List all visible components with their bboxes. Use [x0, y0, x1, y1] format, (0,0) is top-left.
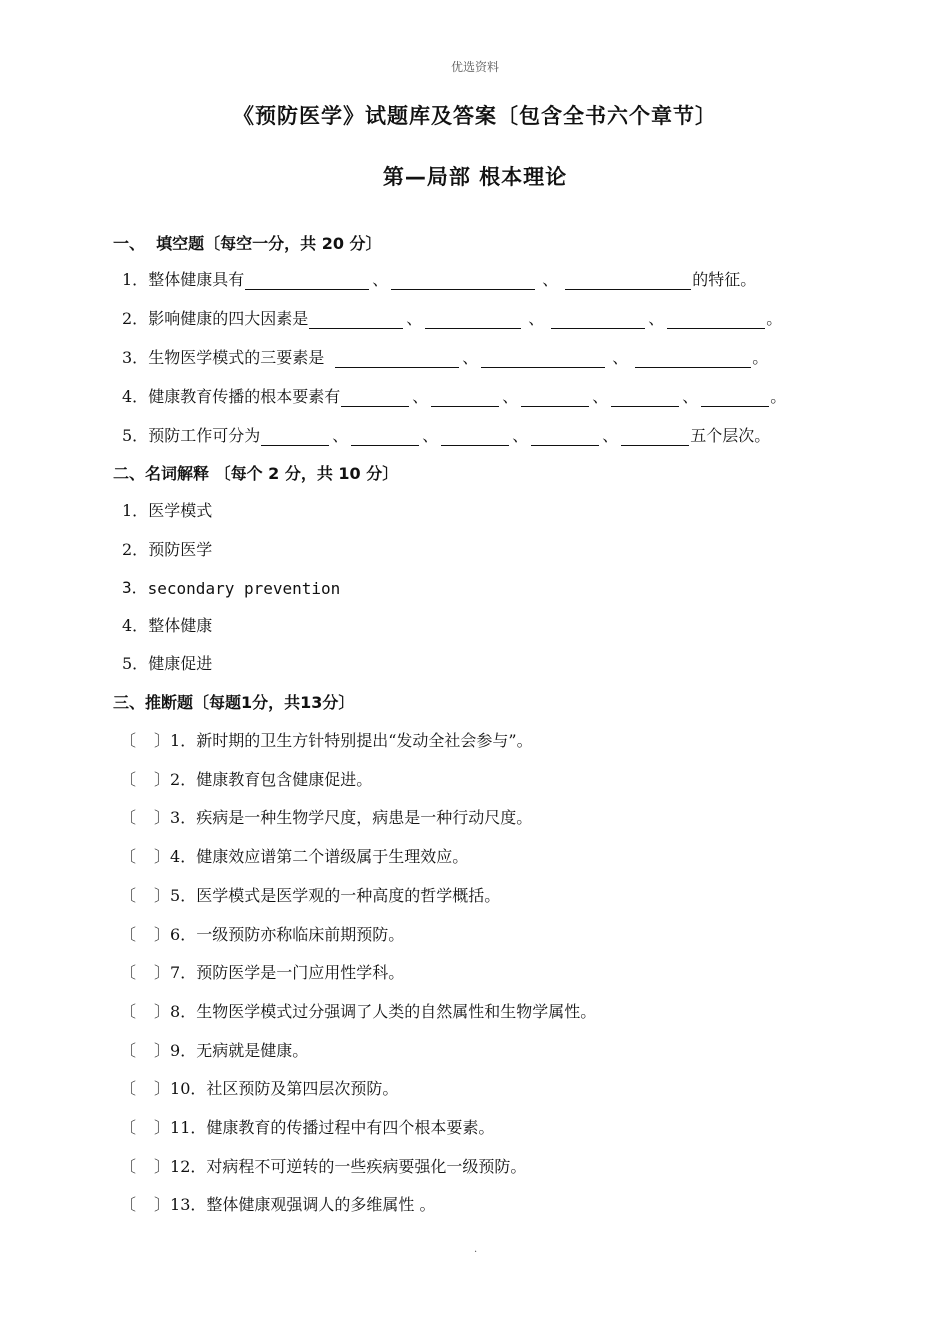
question-prefix: 整体健康具有 — [148, 270, 245, 289]
header-note: 优选资料 — [450, 60, 499, 74]
answer-bracket-close: 〕 — [154, 885, 171, 905]
answer-blank[interactable] — [621, 427, 689, 446]
true-false-item — [120, 1037, 308, 1061]
item-number: 5． — [170, 885, 197, 905]
answer-bracket-close: 〕 — [154, 1118, 171, 1137]
answer-blank[interactable] — [261, 427, 329, 446]
answer-bracket-close: 〕 — [154, 1040, 171, 1060]
answer-blank[interactable] — [635, 349, 751, 368]
answer-bracket-open: 〔 — [120, 885, 137, 905]
item-number: 11． — [170, 1118, 207, 1137]
item-text: 医学模式 — [148, 501, 213, 520]
item-number: 2． — [170, 769, 197, 789]
question-number: 1． — [122, 270, 149, 289]
answer-bracket-close: 〕 — [154, 963, 171, 983]
answer-blank[interactable] — [701, 388, 769, 407]
answer-blank[interactable] — [565, 271, 691, 290]
answer-bracket-close: 〕 — [154, 731, 171, 750]
item-text: 疾病是一种生物学尺度，病患是一种行动尺度。 — [196, 808, 533, 828]
item-number: 6． — [170, 924, 197, 944]
item-text: 健康教育包含健康促进。 — [196, 769, 373, 789]
item-text: 预防医学是一门应用性学科。 — [196, 963, 405, 983]
question-prefix: 健康教育传播的根本要素有 — [148, 387, 341, 406]
separator: 、 — [612, 348, 629, 367]
answer-bracket-open: 〔 — [120, 1001, 137, 1021]
answer-bracket-close: 〕 — [154, 1156, 171, 1176]
definition-item-3 — [122, 574, 340, 598]
item-number: 3． — [122, 578, 148, 597]
true-false-item — [120, 766, 372, 790]
separator: 、 — [372, 270, 389, 289]
answer-blank[interactable] — [441, 427, 509, 446]
answer-bracket-close: 〕 — [154, 1079, 171, 1099]
item-text: secondary prevention — [147, 579, 341, 598]
answer-blank[interactable] — [335, 349, 459, 368]
answer-bracket-open: 〔 — [120, 847, 137, 867]
definition-item-1 — [122, 497, 212, 521]
answer-blank[interactable] — [309, 310, 403, 329]
definition-item-2 — [122, 536, 212, 560]
section-heading-definitions: 二、名词解释 〔每个 2 分，共 10 分〕 — [113, 464, 399, 483]
item-number: 4． — [122, 616, 149, 635]
question-number: 4． — [122, 387, 149, 406]
item-text: 医学模式是医学观的一种高度的哲学概括。 — [196, 885, 501, 905]
question-prefix: 生物医学模式的三要素是 — [148, 348, 325, 367]
answer-bracket-open: 〔 — [120, 731, 137, 750]
answer-bracket-open: 〔 — [120, 808, 137, 828]
answer-blank[interactable] — [531, 427, 599, 446]
question-prefix: 预防工作可分为 — [148, 426, 261, 445]
item-number: 10． — [170, 1079, 207, 1099]
answer-bracket-close: 〕 — [154, 1001, 171, 1021]
true-false-item — [120, 882, 500, 906]
separator: 、 — [682, 387, 699, 406]
answer-blank[interactable] — [431, 388, 499, 407]
answer-blank[interactable] — [667, 310, 765, 329]
separator: 、 — [502, 387, 519, 406]
item-number: 9． — [170, 1040, 197, 1060]
fill-question-3 — [122, 344, 768, 368]
answer-bracket-open: 〔 — [120, 769, 137, 789]
answer-bracket-close: 〕 — [154, 808, 171, 828]
question-number: 3． — [122, 348, 149, 367]
question-prefix: 影响健康的四大因素是 — [148, 309, 309, 328]
item-text: 整体健康观强调人的多维属性 。 — [206, 1195, 436, 1215]
question-number: 2． — [122, 309, 149, 328]
section-heading-fill-in: 一、 填空题〔每空一分，共 20 分〕 — [113, 234, 382, 253]
fill-question-4 — [122, 383, 786, 407]
answer-bracket-open: 〔 — [120, 1079, 137, 1099]
separator: 、 — [406, 309, 423, 328]
answer-bracket-open: 〔 — [120, 1156, 137, 1176]
separator: 、 — [528, 309, 545, 328]
true-false-item — [120, 959, 404, 983]
fill-question-1 — [122, 266, 756, 290]
document-title: 《预防医学》试题库及答案〔包含全书六个章节〕 — [233, 104, 717, 128]
separator: 、 — [542, 270, 559, 289]
answer-bracket-open: 〔 — [120, 1195, 137, 1215]
answer-bracket-close: 〕 — [154, 1195, 171, 1215]
true-false-item — [120, 1075, 398, 1099]
answer-bracket-close: 〕 — [154, 769, 171, 789]
item-text: 新时期的卫生方针特别提出“发动全社会参与”。 — [196, 731, 533, 750]
answer-blank[interactable] — [551, 310, 645, 329]
separator: 、 — [592, 387, 609, 406]
answer-bracket-open: 〔 — [120, 924, 137, 944]
fill-question-5 — [122, 422, 770, 446]
answer-blank[interactable] — [351, 427, 419, 446]
true-false-item — [120, 843, 468, 867]
true-false-item — [120, 804, 532, 828]
answer-blank[interactable] — [521, 388, 589, 407]
item-text: 预防医学 — [148, 540, 213, 559]
separator: 、 — [512, 426, 529, 445]
item-number: 2． — [122, 540, 149, 559]
true-false-item — [120, 1191, 436, 1215]
part-title: 第—局部 根本理论 — [382, 165, 568, 189]
item-number: 3． — [170, 808, 197, 828]
item-text: 对病程不可逆转的一些疾病要强化一级预防。 — [206, 1156, 527, 1176]
item-number: 13． — [170, 1195, 207, 1215]
answer-bracket-open: 〔 — [120, 1118, 137, 1137]
answer-blank[interactable] — [425, 310, 521, 329]
question-number: 5． — [122, 426, 149, 445]
item-text: 生物医学模式过分强调了人类的自然属性和生物学属性。 — [196, 1001, 597, 1021]
item-number: 5． — [122, 654, 149, 673]
item-text: 社区预防及第四层次预防。 — [206, 1079, 399, 1099]
answer-blank[interactable] — [341, 388, 409, 407]
item-number: 7． — [170, 963, 197, 983]
answer-blank[interactable] — [611, 388, 679, 407]
question-suffix: 。 — [752, 348, 769, 367]
item-number: 1． — [170, 731, 197, 750]
separator: 、 — [422, 426, 439, 445]
answer-blank[interactable] — [481, 349, 605, 368]
true-false-item — [120, 998, 596, 1022]
separator: 、 — [462, 348, 479, 367]
item-number: 4． — [170, 847, 197, 867]
separator: 、 — [332, 426, 349, 445]
answer-bracket-open: 〔 — [120, 963, 137, 983]
item-text: 整体健康 — [148, 616, 213, 635]
fill-question-2 — [122, 305, 782, 329]
question-suffix: 。 — [770, 387, 787, 406]
question-suffix: 的特征。 — [692, 270, 757, 289]
item-text: 无病就是健康。 — [196, 1040, 309, 1060]
item-text: 一级预防亦称临床前期预防。 — [196, 924, 405, 944]
answer-blank[interactable] — [245, 271, 369, 290]
footer-mark: . — [474, 1244, 478, 1255]
item-number: 8． — [170, 1001, 197, 1021]
answer-bracket-open: 〔 — [120, 1040, 137, 1060]
separator: 、 — [412, 387, 429, 406]
answer-bracket-close: 〕 — [154, 924, 171, 944]
definition-item-4 — [122, 612, 212, 636]
answer-blank[interactable] — [391, 271, 535, 290]
true-false-item — [120, 1114, 494, 1138]
item-number: 12． — [170, 1156, 207, 1176]
answer-bracket-close: 〕 — [154, 847, 171, 867]
true-false-item — [120, 1153, 526, 1177]
separator: 、 — [648, 309, 665, 328]
item-text: 健康教育的传播过程中有四个根本要素。 — [206, 1118, 495, 1137]
item-number: 1． — [122, 501, 149, 520]
separator: 、 — [602, 426, 619, 445]
definition-item-5 — [122, 650, 212, 674]
true-false-item — [120, 921, 404, 945]
true-false-item — [120, 727, 533, 751]
item-text: 健康效应谱第二个谱级属于生理效应。 — [196, 847, 469, 867]
item-text: 健康促进 — [148, 654, 213, 673]
question-suffix: 。 — [766, 309, 783, 328]
question-suffix: 五个层次。 — [690, 426, 771, 445]
section-heading-true-false: 三、推断题〔每题1分，共13分〕 — [113, 693, 355, 712]
